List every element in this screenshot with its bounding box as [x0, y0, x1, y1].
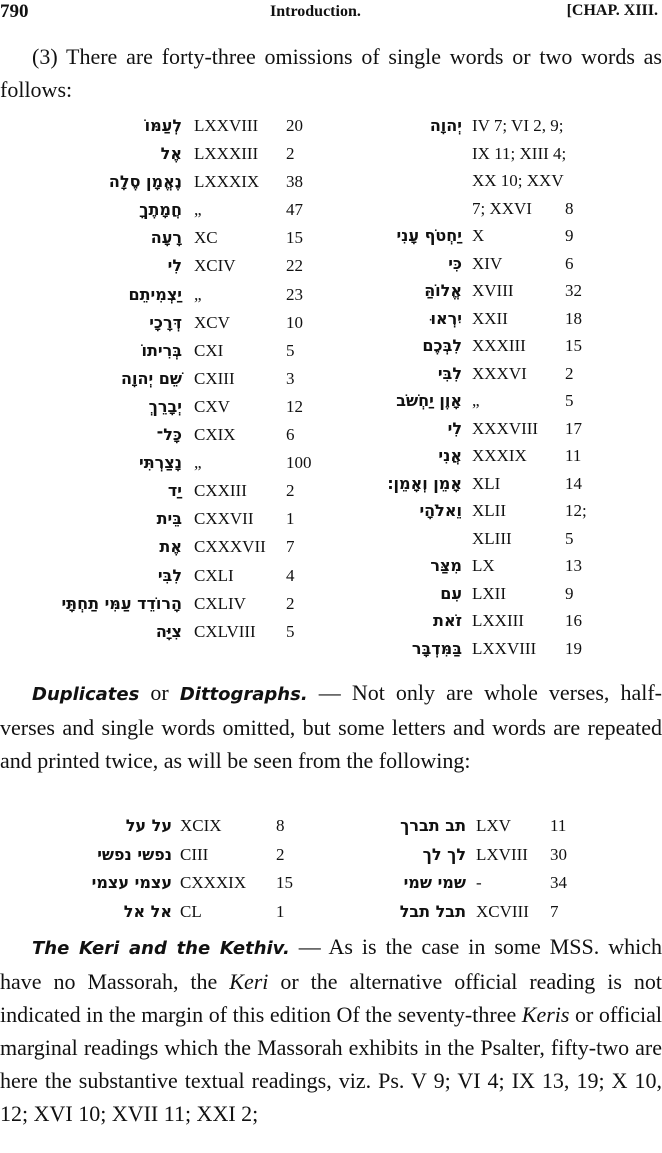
psalm-number: LXV — [476, 816, 511, 835]
verse-number: 2 — [286, 481, 295, 501]
hebrew-word: וֵאלֹהָי — [419, 501, 462, 520]
hebrew-word: לְעַמּוֹ — [144, 116, 182, 135]
table-row — [0, 114, 662, 142]
psalm-number: CL — [180, 901, 202, 921]
hebrew-word: על על — [125, 816, 172, 835]
hebrew-word: צִיָּה — [155, 621, 182, 641]
psalm-number: - — [476, 873, 482, 892]
table-row — [0, 637, 662, 665]
keri-text-2: or the alternative official reading is not indicated in the margin of this edition Of the seventy-three — [0, 969, 662, 1027]
hebrew-word: אָוֶן יַחְשֹׁב — [396, 391, 462, 410]
psalm-number: CXXIII — [194, 481, 247, 501]
psalm-number: CXXXVII — [194, 537, 266, 557]
verse-number: 8 — [565, 198, 574, 218]
duplicates-heading: Duplicates — [32, 684, 140, 705]
psalm-number: „ — [194, 284, 202, 304]
verse-number: 12; — [565, 501, 587, 520]
verse-number: 15 — [286, 228, 303, 248]
verse-number: 7 — [286, 537, 295, 557]
psalm-number: XC — [194, 228, 218, 248]
psalm-reference: 7; XXVI — [472, 198, 532, 218]
psalm-number: XCV — [194, 312, 230, 332]
hebrew-word: לִבְּכֶם — [422, 336, 462, 355]
table-row — [0, 224, 662, 252]
verse-number: 6 — [565, 253, 574, 273]
hebrew-word: תבל תבל — [399, 901, 466, 921]
psalm-reference: XXXIX — [472, 446, 527, 465]
table-row — [0, 609, 662, 637]
intro-paragraph: (3) There are forty-three omissions of single words or two words as follows: — [0, 44, 662, 102]
hebrew-word: רָעָה — [150, 228, 182, 248]
psalm-reference: XXII — [472, 308, 508, 328]
hebrew-word: זֹאת — [433, 611, 462, 630]
table-row — [0, 871, 662, 900]
hebrew-word: לִבִּי — [437, 363, 462, 383]
table-row — [0, 900, 662, 929]
verse-number: 18 — [565, 308, 582, 328]
keri-term: Keri — [229, 969, 269, 994]
table-row — [0, 142, 662, 170]
psalm-number: CXLI — [194, 565, 234, 585]
verse-number: 2 — [565, 363, 574, 383]
hebrew-word: הָרוֹדֵד עַמִּי תַחְתָּי — [61, 593, 182, 613]
psalm-reference: LXII — [472, 583, 506, 603]
hebrew-word: אֶת — [159, 537, 182, 557]
chapter-label: [CHAP. XIII. — [566, 2, 658, 19]
verse-number: 34 — [550, 873, 567, 892]
psalm-reference: XLII — [472, 501, 506, 520]
verse-number: 1 — [276, 901, 285, 921]
duplicates-paragraph — [0, 676, 662, 777]
psalm-reference: XXXVIII — [472, 418, 539, 438]
verse-number: 15 — [565, 336, 582, 355]
psalm-number: „ — [194, 200, 202, 220]
table-row — [0, 444, 662, 472]
hebrew-word: לִבִּי — [157, 565, 182, 585]
hebrew-word: נָצַרְתִּי — [139, 453, 182, 473]
hebrew-word: יְבָרֵךְ — [148, 396, 182, 416]
hebrew-word: יַד — [167, 481, 182, 501]
psalm-number: CXLIV — [194, 593, 246, 613]
psalm-number: LXXVIII — [194, 116, 259, 135]
hebrew-word: שמי שמי — [403, 873, 466, 892]
hebrew-word: יְהוָה — [429, 116, 462, 135]
psalm-reference: XLIII — [472, 528, 512, 548]
verse-number: 14 — [565, 473, 582, 493]
duplicates-table-right — [0, 814, 662, 928]
hebrew-word: אָמֵן וְאָמֵן׃ — [387, 473, 462, 493]
verse-number: 2 — [286, 593, 295, 613]
psalm-number: „ — [194, 453, 202, 473]
psalm-reference: LX — [472, 556, 495, 575]
psalm-reference: „ — [472, 391, 480, 410]
verse-number: 10 — [286, 312, 303, 332]
hebrew-word: יִרְאוּ — [430, 308, 462, 328]
hebrew-word: עִם — [440, 583, 462, 603]
verse-number: 4 — [286, 565, 295, 585]
table-row — [0, 472, 662, 500]
hebrew-word: אֲנִי — [438, 446, 462, 465]
table-row — [0, 582, 662, 610]
psalm-number: XCIX — [180, 816, 222, 835]
table-row — [0, 554, 662, 582]
page-header — [0, 0, 662, 28]
psalm-reference: IV 7; VI 2, 9; — [472, 116, 564, 135]
verse-number: 23 — [286, 284, 303, 304]
table-row — [0, 814, 662, 843]
hebrew-word: שֵׁם יְהוָה — [120, 368, 182, 388]
verse-number: 5 — [286, 621, 295, 641]
verse-number: 5 — [565, 528, 574, 548]
table-row — [0, 334, 662, 362]
hebrew-word: לִי — [447, 418, 462, 438]
psalm-reference: XXXVI — [472, 363, 527, 383]
table-row — [0, 417, 662, 445]
psalm-number: CXXXIX — [180, 873, 247, 892]
table-row — [0, 362, 662, 390]
verse-number: 2 — [286, 144, 295, 164]
verse-number: 100 — [286, 453, 312, 473]
verse-number: 2 — [276, 844, 285, 864]
psalm-number: CXLVIII — [194, 621, 256, 641]
psalm-reference: X — [472, 226, 485, 245]
verse-number: 5 — [565, 391, 574, 410]
verse-number: 19 — [565, 638, 582, 658]
verse-number: 22 — [286, 256, 303, 276]
hebrew-word: יַצְמִיתֵם — [128, 284, 182, 304]
verse-number: 8 — [276, 816, 285, 835]
hebrew-word: עצמי עצמי — [91, 873, 172, 892]
psalm-number: CXIX — [194, 425, 236, 445]
verse-number: 9 — [565, 583, 574, 603]
verse-number: 32 — [565, 281, 582, 300]
keri-paragraph — [0, 930, 662, 1130]
hebrew-word: בְּרִיתוֹ — [141, 340, 182, 360]
psalm-reference: IX 11; XIII 4; — [472, 143, 567, 163]
hebrew-word: בֵּית — [156, 509, 182, 529]
running-title: Introduction. — [270, 3, 361, 20]
verse-number: 1 — [286, 509, 295, 529]
verse-number: 9 — [565, 226, 574, 245]
table-row — [0, 279, 662, 307]
keri-heading: The Keri and the Kethiv. — [32, 938, 290, 959]
duplicates-text: — Not only are whole verses, half-verses and single words omitted, but some letters and words are repeated and printed twice, as will be seen from the following: — [0, 680, 662, 773]
hebrew-word: לך לך — [422, 844, 466, 864]
verse-number: 13 — [565, 556, 582, 575]
table-row — [0, 169, 662, 197]
verse-number: 15 — [276, 873, 293, 892]
hebrew-word: אֱלוֹהַּ — [424, 281, 462, 300]
hebrew-word: יַחְטֹף עָנִי — [396, 226, 462, 245]
hebrew-word: תב תברך — [400, 816, 466, 835]
keri-text-3: or official marginal readings which the Massorah exhibits in the Psalter, fifty-two are here the substantive textual readings, viz. Ps. V 9; VI 4; IX 13, 19; X 10, 12; XVI 10; XVII 11; XXI 2; — [0, 1002, 662, 1126]
omissions-table-right — [0, 114, 662, 664]
verse-number: 5 — [286, 340, 295, 360]
keris-term: Keris — [521, 1002, 570, 1027]
hebrew-word: אֶל — [160, 144, 182, 164]
psalm-reference: XXXIII — [472, 336, 526, 355]
page-number: 790 — [0, 1, 29, 22]
psalm-number: LXVIII — [476, 844, 528, 864]
hebrew-word: כָּל־ — [156, 425, 182, 445]
hebrew-word: חֲמָתֶךָ — [139, 200, 182, 220]
psalm-reference: LXXVIII — [472, 638, 537, 658]
keri-text-1: — As is the case in some MSS. which have no Massorah, the — [0, 934, 662, 994]
psalm-number: CXI — [194, 340, 224, 360]
verse-number: 16 — [565, 611, 582, 630]
hebrew-word: כִּי — [448, 253, 462, 273]
hebrew-word: דְּרָכָי — [149, 312, 182, 332]
hebrew-word: בַּמִּדְבָּר — [411, 638, 462, 658]
table-row — [0, 843, 662, 872]
hebrew-word: נֶאֱמָן סֶלָה — [108, 172, 182, 192]
verse-number: 11 — [565, 446, 582, 465]
dittographs-heading: Dittographs. — [179, 684, 308, 705]
verse-number: 47 — [286, 200, 303, 220]
psalm-reference: LXXIII — [472, 611, 524, 630]
hebrew-word: אל אל — [123, 901, 172, 921]
table-row — [0, 389, 662, 417]
psalm-reference: XLI — [472, 473, 501, 493]
verse-number: 17 — [565, 418, 582, 438]
psalm-reference: XX 10; XXV — [472, 171, 564, 190]
verse-number: 30 — [550, 844, 567, 864]
verse-number: 20 — [286, 116, 303, 135]
verse-number: 7 — [550, 901, 559, 921]
psalm-number: LXXXIII — [194, 144, 259, 164]
hebrew-word: לִי — [167, 256, 182, 276]
verse-number: 12 — [286, 396, 303, 416]
psalm-number: XCVIII — [476, 901, 529, 921]
psalm-number: CXIII — [194, 368, 235, 388]
verse-number: 11 — [550, 816, 567, 835]
table-row — [0, 307, 662, 335]
psalm-reference: XIV — [472, 253, 503, 273]
table-row — [0, 499, 662, 527]
hebrew-word: נפשי נפשי — [97, 844, 172, 864]
table-row — [0, 527, 662, 555]
psalm-number: CXV — [194, 396, 230, 416]
psalm-number: XCIV — [194, 256, 236, 276]
hebrew-word: מִצַּר — [430, 556, 462, 575]
verse-number: 6 — [286, 425, 295, 445]
table-row — [0, 252, 662, 280]
psalm-number: LXXXIX — [194, 172, 260, 192]
psalm-number: CXXVII — [194, 509, 254, 529]
psalm-number: CIII — [180, 844, 209, 864]
duplicates-or: or — [139, 680, 180, 705]
verse-number: 3 — [286, 368, 295, 388]
psalm-reference: XVIII — [472, 281, 514, 300]
table-row — [0, 197, 662, 225]
verse-number: 38 — [286, 172, 303, 192]
